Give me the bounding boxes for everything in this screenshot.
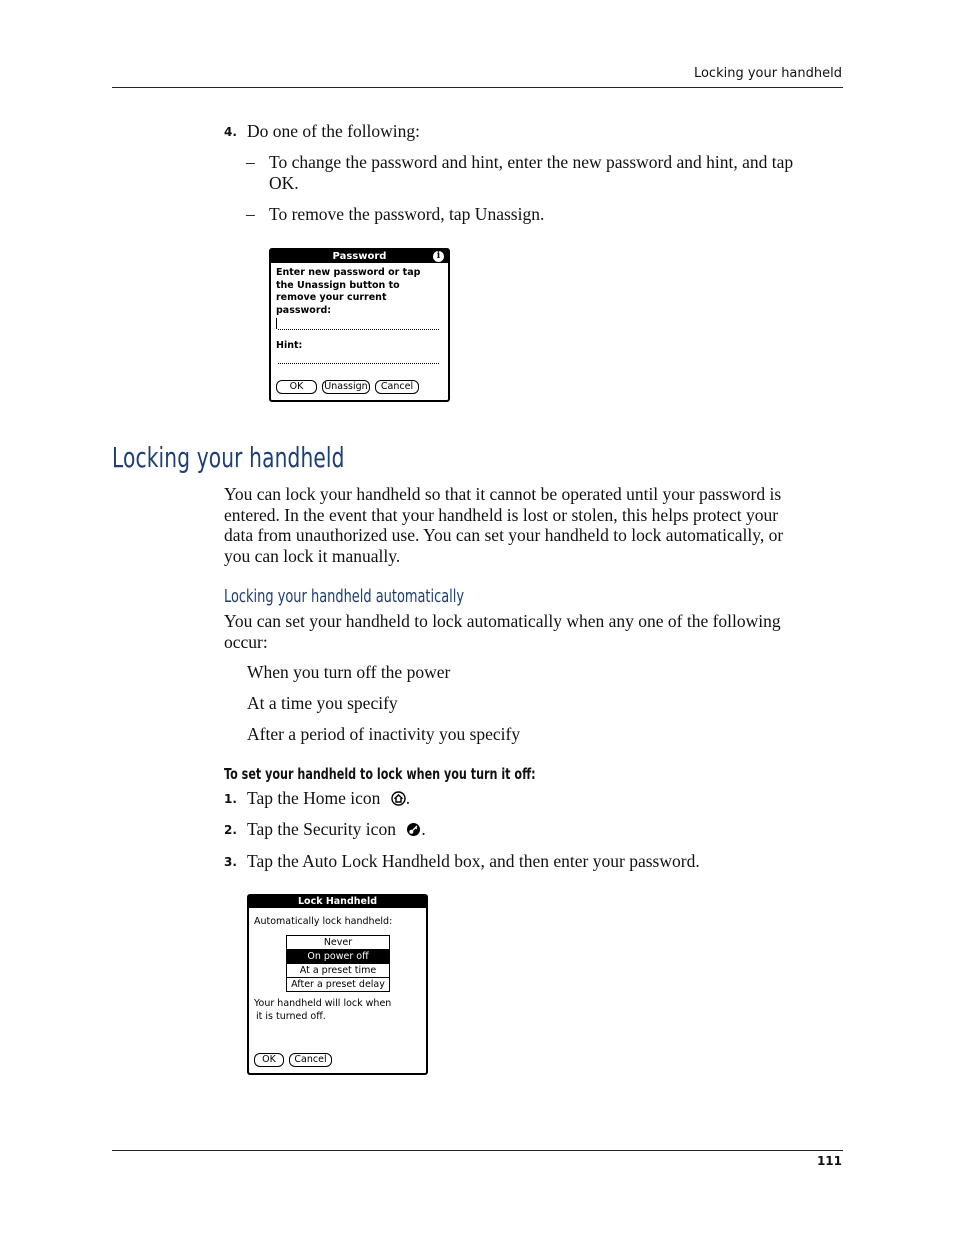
text-cursor: [276, 318, 277, 329]
dialog-title: Lock Handheld: [249, 896, 426, 908]
security-key-icon: [406, 821, 421, 842]
lock-handheld-dialog-screenshot: [247, 894, 428, 1075]
home-icon: [391, 790, 406, 811]
prompt-line: the Unassign button to: [276, 279, 400, 291]
step-number: 1.: [224, 792, 237, 806]
prompt-line: password:: [276, 304, 332, 316]
dialog-title: Password: [271, 250, 448, 263]
option-on-power-off[interactable]: On power off: [287, 950, 389, 964]
lock-options-list: [286, 935, 390, 992]
hint-field[interactable]: [278, 363, 439, 364]
intro-line: you can lock it manually.: [224, 545, 401, 566]
subsection-intro: [224, 611, 844, 652]
prompt-line: remove your current: [276, 292, 387, 303]
option-item: At a time you specify: [247, 693, 398, 713]
step-number: 4.: [224, 125, 237, 139]
step-text: Do one of the following:: [247, 121, 421, 141]
sentence-period: .: [421, 819, 426, 839]
lock-status: [254, 998, 391, 1023]
ok-button[interactable]: OK: [276, 380, 317, 394]
sentence-period: .: [405, 788, 411, 808]
step-text: Tap the Security icon: [247, 819, 396, 839]
intro-line: occur:: [224, 631, 268, 652]
subsection-heading: Locking your handheld automatically: [224, 586, 465, 607]
bullet-text: To remove the password, tap Unassign.: [269, 204, 545, 224]
dash-bullet: –: [246, 204, 255, 224]
intro-line: entered. In the event that your handheld is lost or stolen, this helps protect your: [224, 504, 779, 525]
option-never[interactable]: Never: [287, 936, 389, 950]
footer-rule: [112, 1150, 843, 1151]
password-dialog-screenshot: [269, 248, 450, 402]
running-header: Locking your handheld: [693, 66, 842, 81]
intro-line: You can lock your handheld so that it cannot be operated until your password is: [224, 484, 782, 504]
procedure-heading: To set your handheld to lock when you turn it off:: [224, 765, 536, 783]
status-line: Your handheld will lock when: [254, 998, 392, 1009]
hint-label: Hint:: [276, 340, 303, 351]
intro-line: You can set your handheld to lock automatically when any one of the following: [224, 611, 781, 631]
bullet-text: To change the password and hint, enter the new password and hint, and tap: [269, 152, 794, 172]
step-line: [247, 788, 410, 811]
step-text: Tap the Auto Lock Handheld box, and then enter your password.: [247, 851, 700, 871]
option-after-preset-delay[interactable]: After a preset delay: [291, 979, 385, 990]
dash-bullet: –: [246, 152, 255, 172]
info-icon[interactable]: i: [433, 251, 444, 262]
prompt-line: Enter new password or tap: [276, 267, 421, 278]
option-item: When you turn off the power: [247, 662, 451, 682]
dialog-prompt: [276, 267, 420, 317]
step-line: [247, 819, 426, 842]
bullet-text-continued: OK.: [269, 173, 299, 193]
step-number: 3.: [224, 855, 237, 869]
password-field[interactable]: [278, 329, 439, 330]
page-number: 111: [816, 1154, 842, 1168]
option-at-preset-time[interactable]: At a preset time: [287, 964, 389, 978]
status-line: it is turned off.: [256, 1010, 326, 1022]
option-item: After a period of inactivity you specify: [247, 724, 521, 744]
cancel-button[interactable]: Cancel: [375, 380, 419, 394]
step-number: 2.: [224, 823, 237, 837]
step-text: Tap the Home icon: [247, 788, 381, 808]
ok-button[interactable]: OK: [254, 1053, 284, 1067]
unassign-button[interactable]: Unassign: [322, 380, 370, 394]
section-intro: [224, 484, 844, 566]
cancel-button[interactable]: Cancel: [289, 1053, 332, 1067]
lock-label: Automatically lock handheld:: [254, 916, 393, 927]
header-rule: [112, 87, 843, 88]
intro-line: data from unauthorized use. You can set your handheld to lock automatically, or: [224, 525, 784, 545]
section-heading: Locking your handheld: [112, 441, 345, 474]
